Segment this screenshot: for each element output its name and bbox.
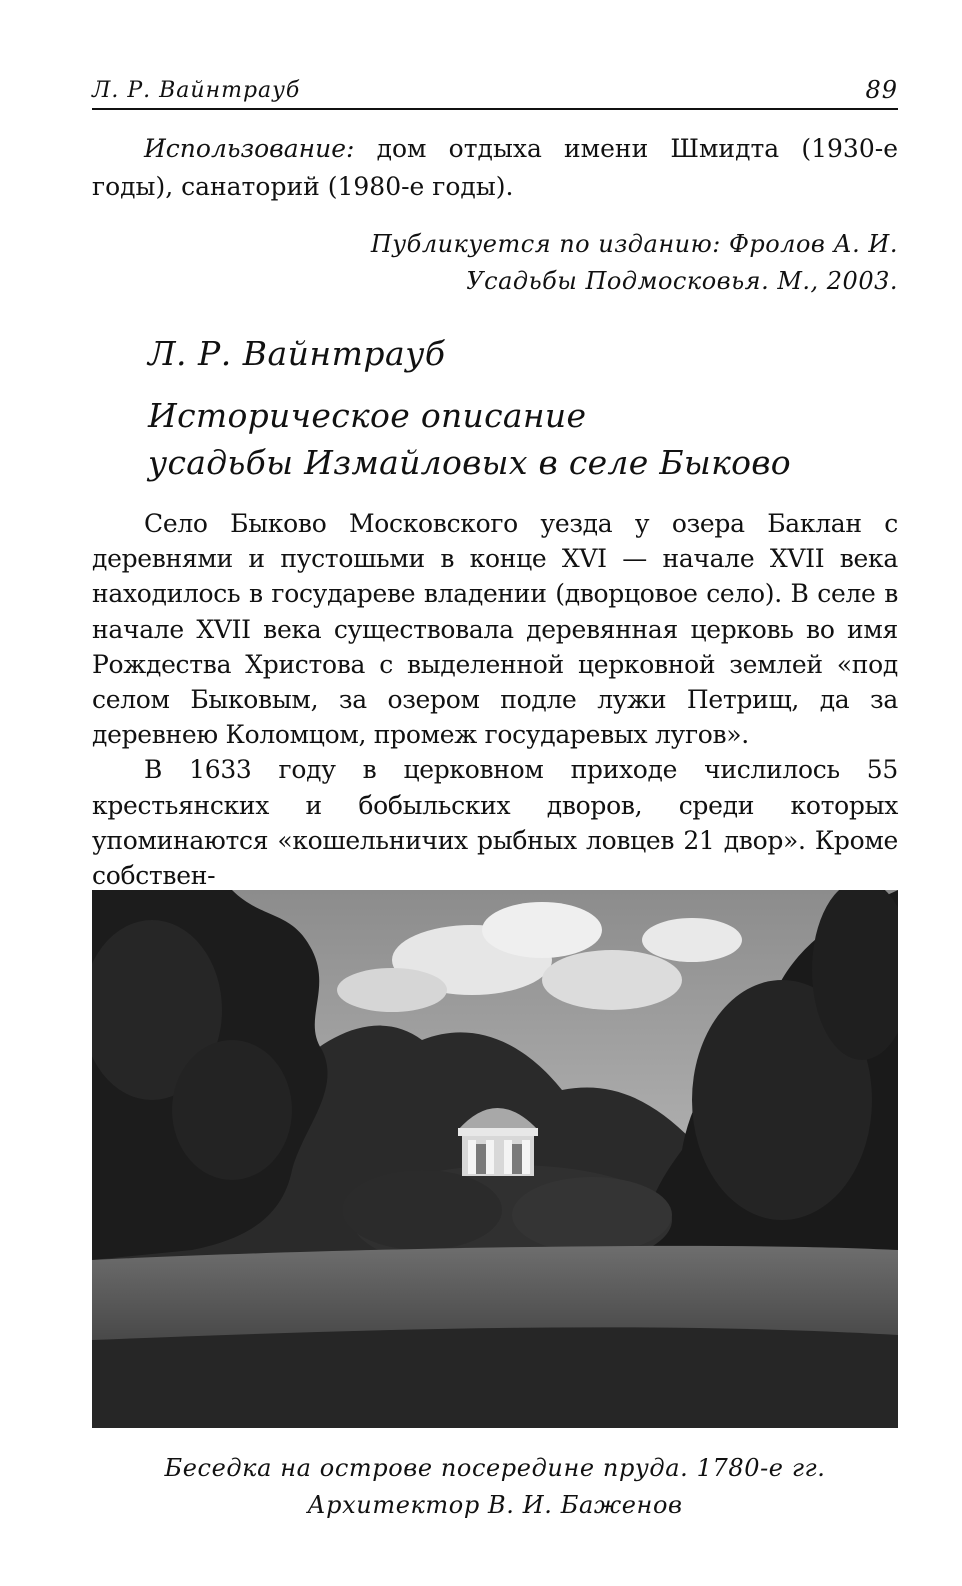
article-author: Л. Р. Вайнтрауб xyxy=(148,334,446,373)
article-title-line-1: Историческое описание xyxy=(148,396,587,435)
article-title-line-2: усадьбы Измайловых в селе Быково xyxy=(148,443,791,482)
usage-note xyxy=(92,130,898,206)
header-author: Л. Р. Вайнтрауб xyxy=(92,78,301,103)
caption-line-1: Беседка на острове посередине пруда. 1780-е гг. xyxy=(164,1454,826,1482)
running-header xyxy=(92,72,898,110)
photo-gazebo-on-island xyxy=(92,890,898,1428)
paragraph: В 1633 году в церковном приходе числилось 55 крестьянских и бобыльских дворов, среди которых упоминаются «кошельничих рыбных ловцев 21 двор». Кроме собствен- xyxy=(92,755,898,891)
source-citation xyxy=(300,226,898,300)
usage-label: Использование: xyxy=(144,134,355,163)
paragraph: Село Быково Московского уезда у озера Баклан с деревнями и пустошьми в конце XVI — начале XVII века находилось в государеве владении (дворцовое село). В селе в начале XVII века существовала деревянная церковь во имя Рождества Христова с выделенной церковной землей «под селом Быковым, за озером подле лужи Петрищ, да за деревнею Коломцом, промеж государевых лугов». xyxy=(92,509,898,750)
article-body xyxy=(92,506,898,893)
photo-caption xyxy=(92,1450,898,1524)
usage-text: дом отдыха имени Шмидта (1930-е годы), санаторий (1980-е годы). xyxy=(92,134,898,201)
page-number: 89 xyxy=(865,76,898,104)
caption-line-2: Архитектор В. И. Баженов xyxy=(307,1491,683,1519)
source-line-1: Публикуется по изданию: Фролов А. И. xyxy=(370,230,898,258)
article-title xyxy=(148,392,908,486)
source-line-2: Усадьбы Подмосковья. М., 2003. xyxy=(466,267,898,295)
